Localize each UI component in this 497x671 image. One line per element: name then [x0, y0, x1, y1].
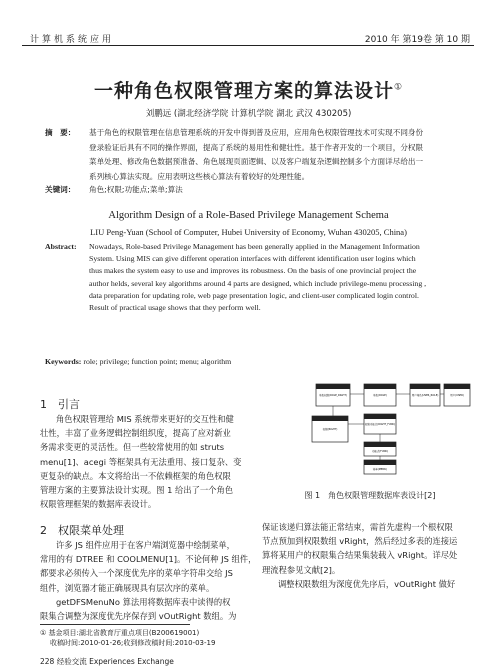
table-label: 角色(ROLE)	[373, 394, 387, 397]
body-line: 更复杂的缺点。本文将给出一不依赖框架的角色权限	[40, 470, 231, 481]
header-rule	[22, 45, 474, 46]
footnote-line: ① 基金项目:湖北省教育厅重点项目(B200619001)	[40, 629, 200, 637]
body-line: 保证该递归算法能正常结束，需首先虚构一个根权限	[262, 522, 453, 532]
section1-heading: 1 引言	[40, 398, 80, 411]
body-line: 常用的有 DTREE 和 COOLMENU[1]。不论何种 JS 组件，	[40, 554, 257, 565]
abstract-cn-line: 菜单处理、修改角色数据预准备、角色展现页面逻辑、以及客户端复杂逻辑控制多个方面详尽给出一	[89, 157, 424, 167]
abstract-cn-label: 摘 要：	[45, 128, 76, 137]
table-label: 功能点(FUNC)	[371, 450, 389, 453]
table-box-right-func	[364, 414, 396, 434]
footnote-line: 收稿时间:2010-01-26;收到修改稿时间:2010-03-19	[50, 639, 216, 647]
abstract-en-label: Abstract:	[45, 242, 77, 251]
paper-title	[0, 76, 497, 103]
table-box-user	[444, 384, 470, 406]
keywords-cn-text: 角色;权限;功能点;菜单;算法	[89, 185, 183, 194]
journal-name: 计算机系统应用	[30, 35, 115, 45]
db-schema-figure	[292, 380, 472, 476]
paper-title-text: 一种角色权限管理方案的算法设计	[93, 80, 394, 102]
abstract-en-line: author helds, several key algorithms around 4 parts are designed, which include privilege-menu processing ,	[89, 278, 427, 288]
table-box-menu	[364, 460, 396, 474]
footnote	[40, 628, 300, 648]
footnote-rule	[40, 624, 190, 625]
abstract-cn-line: 登录验证后具有不同的操作界面，提高了系统的易用性和健壮性。基于作者开发的一个项目，分权限	[89, 142, 424, 152]
body-line: 组件，浏览器才能正确展现具有层次序的菜单。	[40, 582, 215, 593]
body-line: 角色权限管理给 MIS 系统带来更好的交互性和健	[56, 414, 234, 424]
keywords-en	[45, 357, 455, 366]
body-line: 节点预加到权限数组 vRight，然后经过多表的连接运	[262, 536, 458, 547]
table-box-role	[364, 384, 396, 406]
table-box-user-role	[410, 384, 440, 406]
table-label: 权限功能点(RIGHT_FUNC)	[364, 423, 396, 426]
body-line: getDFSMenuNo 算法用将数据库表中读得的权	[56, 596, 231, 607]
section2-body	[40, 538, 260, 623]
abstract-en-line: Nowadays, Role-based Privilege Management has been generally applied in the Management Information	[89, 242, 420, 251]
table-label: 用户角色(USER_ROLE)	[411, 394, 439, 397]
english-title: Algorithm Design of a Role-Based Privilege Management Schema	[108, 210, 389, 221]
body-line: 权限管理框架的数据库表设计。	[40, 499, 157, 510]
keywords-en-label: Keywords:	[45, 357, 82, 366]
keywords-cn-label: 关键词：	[45, 185, 76, 194]
body-line: 都要求必须传入一个深度优先序的菜单字符串交给 JS	[40, 568, 233, 579]
body-line: 限集合调整为深度优先序保存到 vOutRight 数组。为	[40, 611, 237, 622]
issue-info: 2010 年 第19卷 第 10 期	[364, 35, 470, 45]
abstract-en-line: thus makes the system easy to use and improves its robustness. On the basis of one provincial project the	[89, 266, 417, 276]
abstract-en-line: data preparation for updating role, web page presentation logic, and client-user complicated login control.	[89, 290, 419, 300]
body-line: menu[1]、acegi 等框架具有无法重用、接口复杂、变	[40, 456, 242, 467]
table-label: 权限(RIGHT)	[322, 428, 338, 431]
author-line: 刘鹏远 (湖北经济学院 计算机学院 湖北 武汉 430205)	[145, 109, 352, 119]
abstract-cn-line: 系列核心算法实现。应用表明这些核心算法有着较好的处理性能。	[89, 171, 310, 181]
body-line: 算将某用户的权限集合结果集装载入 vRight。详尽处	[262, 550, 458, 561]
abstract-en-line: System. Using MIS can give different operation interfaces with different identification user logins which	[89, 254, 416, 264]
body-line: 许多 JS 组件应用于在客户端浏览器中绘制菜单，	[56, 540, 235, 550]
table-box-role-right	[316, 384, 350, 406]
abstract-cn-line: 基于角色的权限管理在信息管理系统的开发中得到普及应用，应用角色权限管理技术可实现不同身份	[89, 128, 424, 137]
body-line: 管理方案的主要算法设计实现。图 1 给出了一个角色	[40, 485, 234, 496]
body-line: 务需求变更的灵活性。但一些较常使用的如 struts	[40, 442, 225, 453]
abstract-cn	[45, 126, 455, 184]
table-label: 菜单(MENU)	[372, 468, 388, 471]
keywords-en-text: role; privilege; function point; menu; algorithm	[83, 357, 232, 366]
english-author: LIU Peng-Yuan (School of Computer, Hubei University of Economy, Wuhan 430205, China)	[90, 227, 407, 237]
page-footer: 228 经验交流 Experiences Exchange	[40, 657, 174, 666]
table-label: 角色权限(ROLE_RIGHT)	[319, 394, 347, 397]
right-column-body	[262, 520, 477, 591]
title-footnote-mark: ①	[393, 82, 404, 93]
abstract-en-line: Result of practical usage shows that they perform well.	[89, 303, 261, 313]
abstract-en	[45, 241, 455, 314]
section1-body	[40, 412, 260, 511]
running-header	[22, 32, 474, 46]
body-line: 壮性，丰富了业务逻辑控制组织度，提高了应对新业	[40, 428, 231, 439]
figure-caption: 图 1 角色权限管理数据库表设计[2]	[304, 491, 436, 500]
table-box-right	[312, 416, 348, 442]
body-line: 理流程参见文献[2]。	[262, 564, 341, 575]
keywords-cn	[45, 183, 455, 198]
section2-heading: 2 权限菜单处理	[40, 524, 124, 537]
table-box-func	[364, 442, 396, 456]
table-label: 用户(USER)	[450, 394, 464, 397]
body-line: 调整权限数组为深度优先序后，vOutRight 做好	[278, 578, 456, 589]
